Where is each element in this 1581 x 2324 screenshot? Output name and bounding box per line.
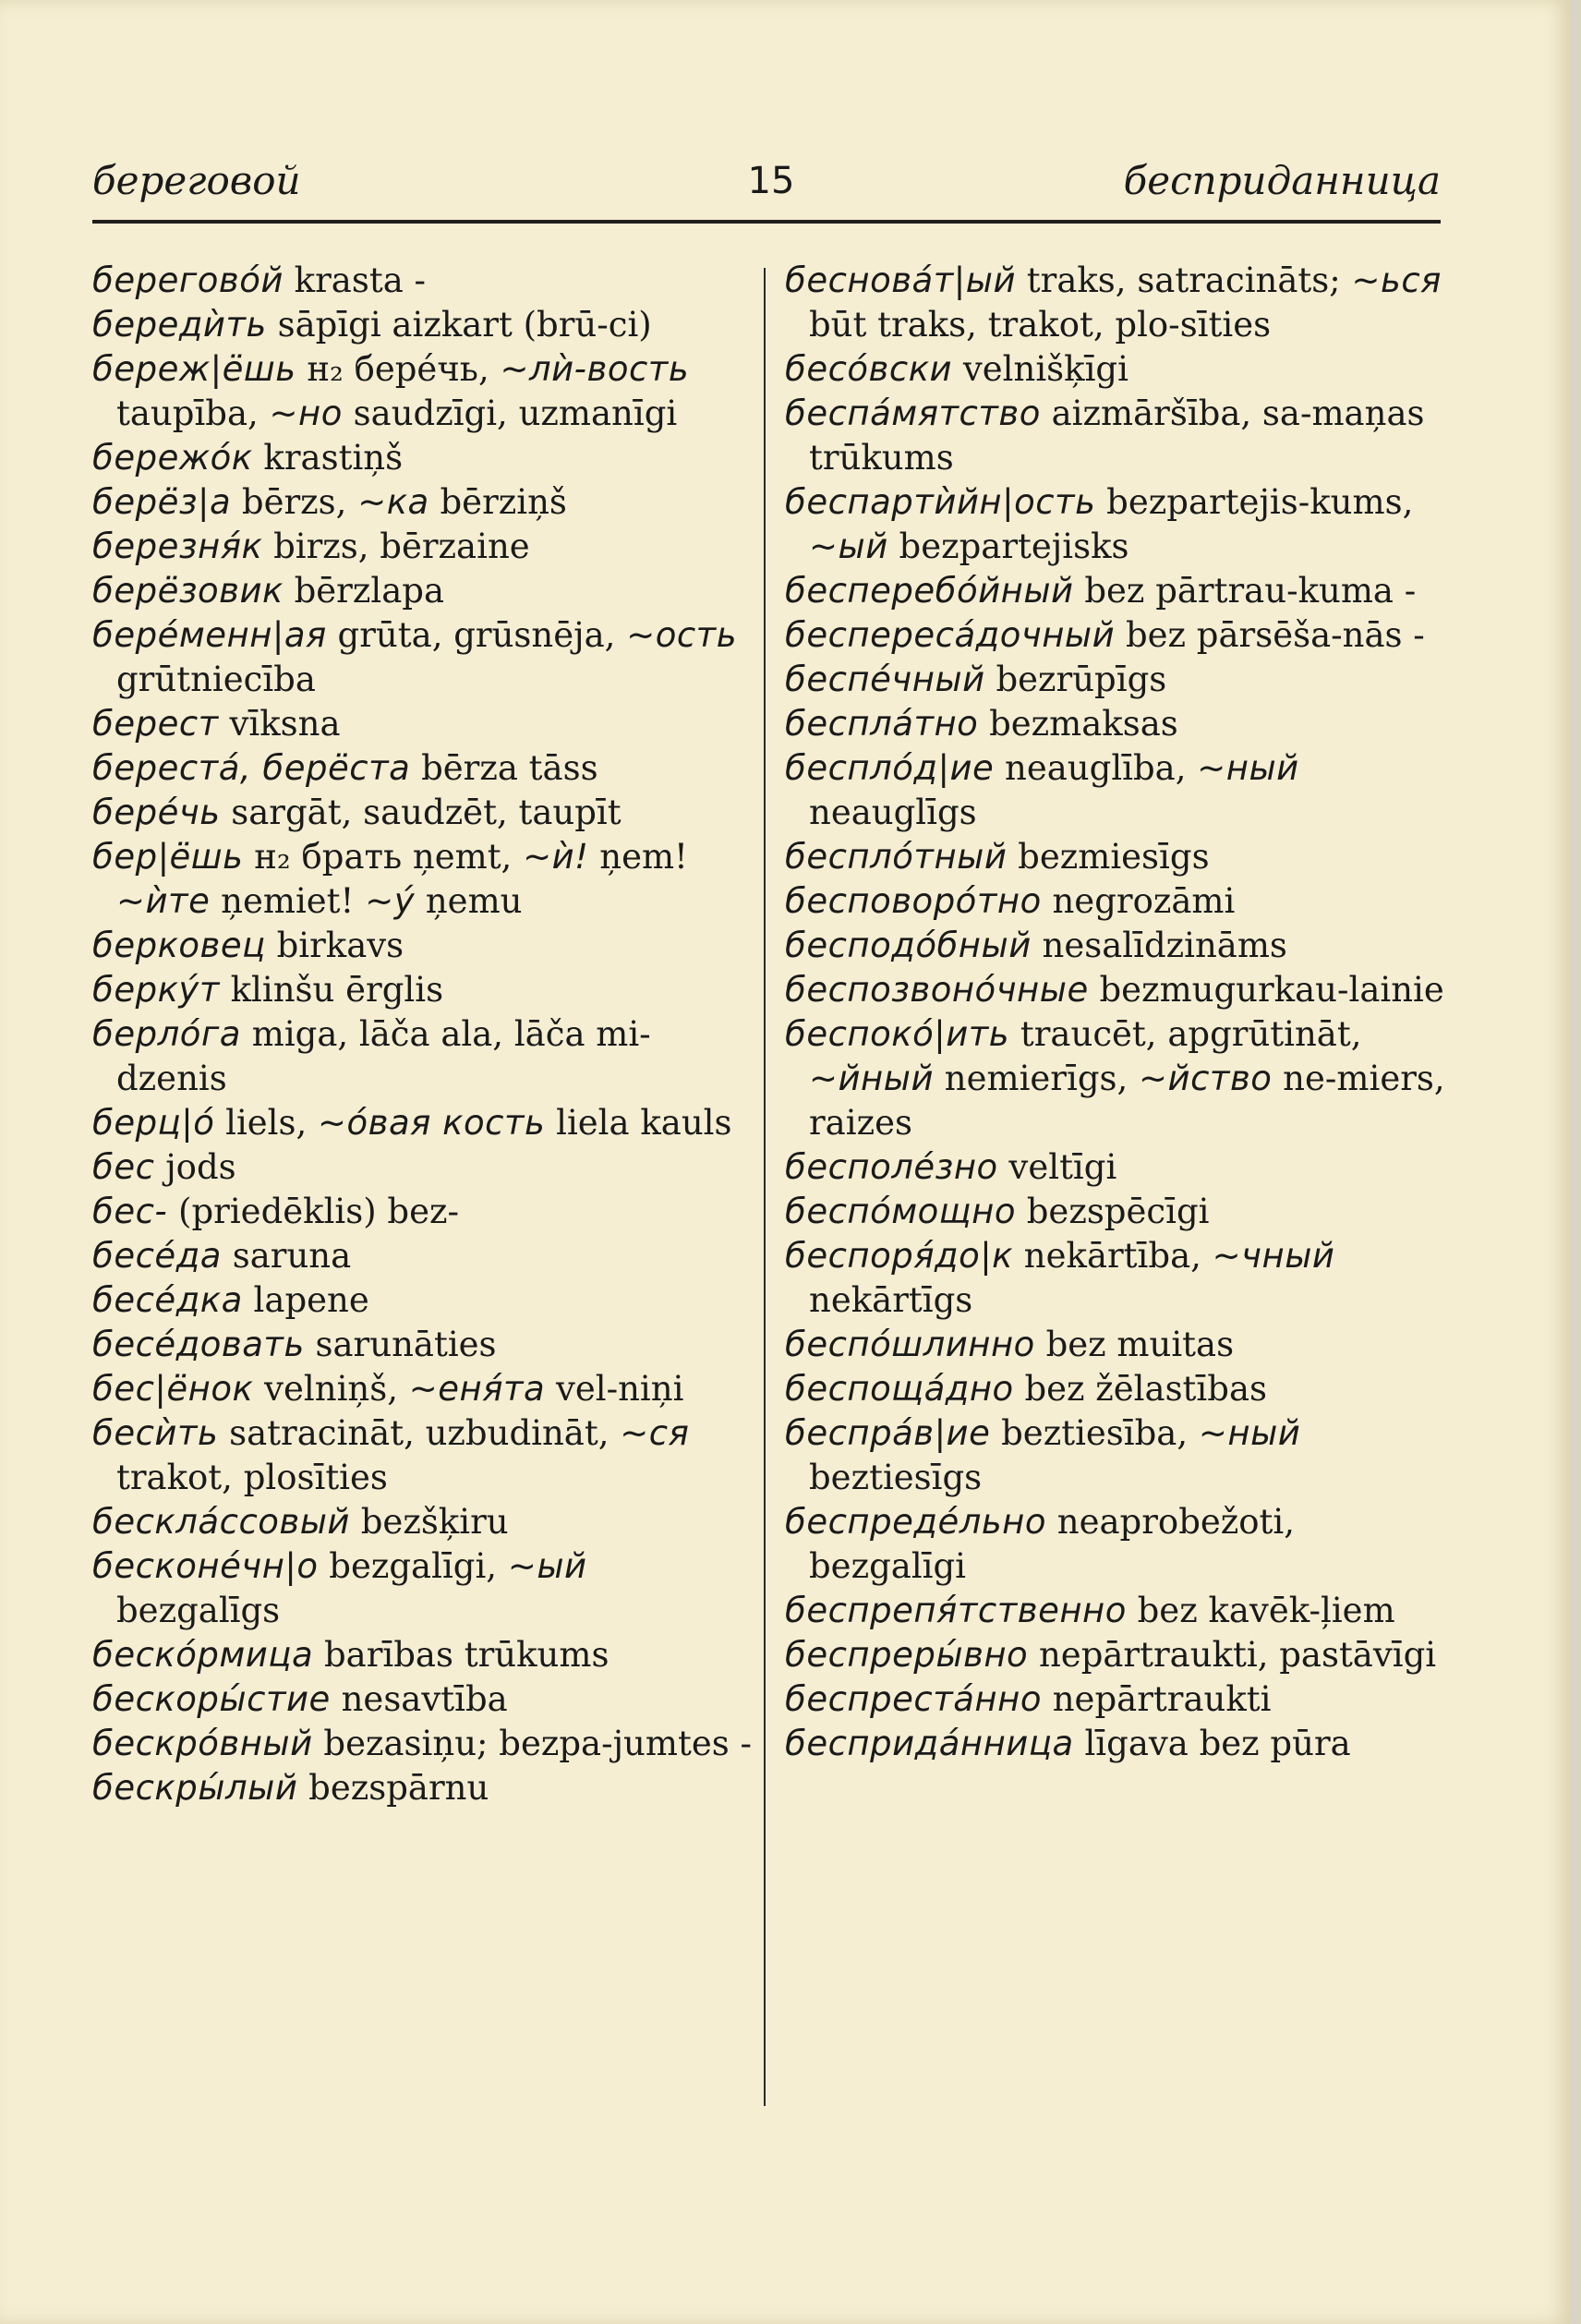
right-column: [785, 259, 1450, 1766]
dictionary-entry: [92, 1766, 757, 1810]
dictionary-entry: [92, 1190, 757, 1234]
translation: bezpartejisks: [887, 527, 1129, 566]
headword: ~ый: [507, 1546, 587, 1586]
headword: бесновáт|ый: [785, 260, 1017, 300]
translation: bez žēlastības: [1013, 1369, 1267, 1409]
translation: lapene: [242, 1280, 369, 1320]
dictionary-entry: [785, 879, 1450, 924]
translation: nepārtraukti: [1041, 1679, 1272, 1719]
headword: бес|ёнок: [92, 1369, 254, 1409]
translation: ņem!: [588, 837, 688, 877]
headword: ~ный: [1197, 748, 1299, 788]
translation: grūtniecība: [116, 660, 316, 699]
translation: bez kavēk-ļiem: [1126, 1591, 1395, 1630]
headword: ~йство: [1139, 1059, 1273, 1098]
headword: бесéдка: [92, 1280, 243, 1320]
headword: бесконéчн|о: [92, 1546, 319, 1586]
headword: бескры́лый: [92, 1768, 298, 1808]
translation: veltīgi: [997, 1147, 1117, 1187]
translation: barības trūkums: [313, 1635, 609, 1675]
headword: беспокó|ить: [785, 1014, 1010, 1054]
translation: beztiesība,: [990, 1413, 1199, 1453]
headword: беспрепя́тственно: [785, 1591, 1127, 1630]
translation: jods: [154, 1147, 236, 1187]
dictionary-entry: [785, 1722, 1450, 1766]
dictionary-entry: [785, 1633, 1450, 1677]
translation: bez muitas: [1034, 1325, 1235, 1364]
headword: беспóшлинно: [785, 1325, 1035, 1364]
headword: ~óвая кость: [318, 1103, 546, 1143]
dictionary-entry: [785, 392, 1450, 480]
translation: traucēt, apgrūtināt,: [1009, 1014, 1362, 1054]
translation: nepārtraukti, pastāvīgi: [1028, 1635, 1437, 1675]
translation: (priedēklis) bez-: [167, 1192, 460, 1231]
translation: saudzīgi, uzmanīgi: [342, 393, 678, 433]
headword: берест: [92, 704, 219, 744]
page-number: 15: [747, 160, 795, 202]
translation: bezgalīgs: [116, 1591, 281, 1630]
dictionary-entry: [92, 525, 757, 569]
translation: bērzlapa: [283, 571, 445, 611]
dictionary-entry: [92, 1323, 757, 1367]
translation: bezspēcīgi: [1015, 1192, 1210, 1231]
headword: беспоря́до|к: [785, 1236, 1014, 1276]
headword: бескоры́стие: [92, 1679, 331, 1719]
dictionary-entry: [785, 835, 1450, 879]
translation: nemierīgs,: [934, 1059, 1140, 1098]
translation: taupība,: [116, 393, 270, 433]
dictionary-entry: [92, 1722, 757, 1766]
headword: беспéчный: [785, 660, 985, 699]
translation: vīksna: [218, 704, 341, 744]
translation: ne-miers, raizes: [809, 1059, 1445, 1143]
headword: ~ка: [357, 482, 429, 522]
translation: aizmāršība, sa-maņas trūkums: [809, 393, 1425, 478]
dictionary-entry: [785, 1500, 1450, 1589]
headword: берц|ó: [92, 1103, 215, 1143]
headword: берковец: [92, 926, 266, 965]
dictionary-entry: [92, 702, 757, 746]
headword: берёзовик: [92, 571, 284, 611]
headword: бесéда: [92, 1236, 222, 1276]
headword: ~чный: [1212, 1236, 1335, 1276]
translation: bezasiņu; bezpa-jumtes -: [312, 1724, 752, 1763]
dictionary-entry: [785, 746, 1450, 835]
headword: ~йный: [809, 1059, 934, 1098]
dictionary-entry: [92, 1145, 757, 1190]
headword: бескóрмица: [92, 1635, 314, 1675]
dictionary-entry: [785, 702, 1450, 746]
headword: береж|ёшь: [92, 349, 296, 389]
headword: беспозвонóчные: [785, 970, 1089, 1010]
translation: bezmugurkau-lainie: [1088, 970, 1444, 1010]
translation: ņemu: [415, 881, 523, 921]
dictionary-entry: [92, 613, 757, 702]
headword: беспóмощно: [785, 1192, 1016, 1231]
dictionary-entry: [785, 1012, 1450, 1145]
headword: беспересáдочный: [785, 615, 1116, 655]
dictionary-entry: [92, 480, 757, 525]
dictionary-entry: [92, 1234, 757, 1278]
translation: nesavtība: [330, 1679, 508, 1719]
translation: н₂ берéчь,: [296, 349, 501, 389]
translation: krasta -: [283, 260, 427, 300]
dictionary-entry: [92, 1500, 757, 1544]
dictionary-entry: [785, 1234, 1450, 1323]
headword: беспредéльно: [785, 1502, 1046, 1542]
headword: бес-: [92, 1192, 168, 1231]
headword: ~но: [269, 393, 343, 433]
translation: bezmiesīgs: [1007, 837, 1210, 877]
headword: беркýт: [92, 970, 220, 1010]
translation: saruna: [221, 1236, 352, 1276]
headword: бесплáтно: [785, 704, 979, 744]
translation: bez pārsēša-nās -: [1115, 615, 1425, 655]
dictionary-entry: [785, 968, 1450, 1012]
translation: bezrūpīgs: [984, 660, 1167, 699]
headword: бесполéзно: [785, 1147, 998, 1187]
dictionary-entry: [785, 480, 1450, 569]
headword: ~еня́та: [408, 1369, 546, 1409]
translation: vel-niņi: [545, 1369, 684, 1409]
dictionary-entry: [92, 1278, 757, 1323]
dictionary-entry: [92, 746, 757, 791]
headword: бесперебóйный: [785, 571, 1074, 611]
header-left-guide-word: береговой: [92, 158, 301, 203]
dictionary-entry: [92, 924, 757, 968]
dictionary-entry: [92, 1012, 757, 1101]
dictionary-entry: [785, 259, 1450, 347]
dictionary-entry: [92, 436, 757, 480]
dictionary-entry: [785, 1411, 1450, 1500]
headword: бесплóд|ие: [785, 748, 995, 788]
dictionary-entry: [92, 1411, 757, 1500]
dictionary-entry: [785, 1589, 1450, 1633]
dictionary-entry: [785, 658, 1450, 702]
headword: ~лѝ-вость: [500, 349, 690, 389]
translation: negrozāmi: [1041, 881, 1236, 921]
translation: bērziņš: [428, 482, 567, 522]
translation: līgava bez pūra: [1073, 1724, 1351, 1763]
dictionary-entry: [92, 347, 757, 436]
translation: velnišķīgi: [952, 349, 1128, 389]
headword: бесéдовать: [92, 1325, 305, 1364]
dictionary-entry: [92, 968, 757, 1012]
headword: бережóк: [92, 438, 253, 478]
headword: ~ѝте: [116, 881, 211, 921]
column-divider: [764, 268, 766, 2106]
dictionary-entry: [92, 835, 757, 924]
dictionary-entry: [92, 1544, 757, 1633]
translation: satracināt, uzbudināt,: [218, 1413, 621, 1453]
translation: beztiesīgs: [809, 1458, 983, 1497]
headword: берéчь: [92, 793, 221, 832]
headword: бесóвски: [785, 349, 953, 389]
headword: ~ся: [620, 1413, 690, 1453]
dictionary-entry: [785, 1190, 1450, 1234]
headword: бескрóвный: [92, 1724, 313, 1763]
dictionary-entry: [785, 924, 1450, 968]
headword: бес: [92, 1147, 155, 1187]
translation: bez pārtrau-kuma -: [1073, 571, 1417, 611]
translation: liela kauls: [545, 1103, 732, 1143]
translation: neauglīgs: [809, 793, 977, 832]
dictionary-entry: [92, 1677, 757, 1722]
headword: ~ость: [626, 615, 738, 655]
translation: nekārtība,: [1013, 1236, 1213, 1276]
headword: берёз|а: [92, 482, 232, 522]
headword: ~ный: [1198, 1413, 1301, 1453]
dictionary-entry: [92, 1367, 757, 1411]
translation: bērza tāss: [410, 748, 598, 788]
header-right-guide-word: бесприданница: [1123, 158, 1441, 203]
dictionary-entry: [785, 1145, 1450, 1190]
left-column: [92, 259, 757, 1810]
translation: bezmaksas: [978, 704, 1178, 744]
translation: bezgalīgi,: [318, 1546, 508, 1586]
headword: берéменн|ая: [92, 615, 327, 655]
translation: būt traks, trakot, plo-sīties: [809, 305, 1272, 345]
dictionary-entry: [92, 791, 757, 835]
translation: birkavs: [265, 926, 404, 965]
headword: беспощáдно: [785, 1369, 1014, 1409]
headword: бесповорóтно: [785, 881, 1042, 921]
translation: trakot, plosīties: [116, 1458, 388, 1497]
headword: беспридáнница: [785, 1724, 1074, 1763]
translation: sargāt, saudzēt, taupīt: [220, 793, 622, 832]
translation: н₂ брать ņemt,: [243, 837, 524, 877]
translation: krastiņš: [252, 438, 404, 478]
translation: ņemiet!: [210, 881, 366, 921]
headword: бесѝть: [92, 1413, 219, 1453]
headword: ~ься: [1351, 260, 1442, 300]
headword: березня́к: [92, 527, 263, 566]
translation: neauglība,: [994, 748, 1198, 788]
translation: nekārtīgs: [809, 1280, 973, 1320]
translation: bezpartejis-kums,: [1095, 482, 1414, 522]
dictionary-entry: [785, 613, 1450, 658]
header-rule: [92, 220, 1441, 224]
headword: беспрестáнно: [785, 1679, 1042, 1719]
translation: miga, lāča ala, lāča mi-dzenis: [116, 1014, 651, 1098]
dictionary-entry: [785, 1677, 1450, 1722]
headword: бесплóтный: [785, 837, 1008, 877]
headword: бередѝть: [92, 305, 267, 345]
dictionary-entry: [92, 1101, 757, 1145]
dictionary-entry: [92, 1633, 757, 1677]
headword: ~ý: [365, 881, 416, 921]
dictionary-entry: [785, 347, 1450, 392]
translation: grūta, grūsnēja,: [326, 615, 627, 655]
headword: беспрáв|ие: [785, 1413, 991, 1453]
translation: velniņš,: [253, 1369, 409, 1409]
headword: ~ый: [809, 527, 888, 566]
translation: neaprobežoti, bezgalīgi: [809, 1502, 1296, 1586]
translation: traks, satracināts;: [1016, 260, 1352, 300]
dictionary-entry: [785, 1323, 1450, 1367]
headword: береговóй: [92, 260, 284, 300]
headword: ~ѝ!: [523, 837, 589, 877]
translation: klinšu ērglis: [219, 970, 444, 1010]
headword: беспáмятство: [785, 393, 1041, 433]
dictionary-entry: [92, 569, 757, 613]
headword: бесподóбный: [785, 926, 1032, 965]
translation: bezspārnu: [297, 1768, 489, 1808]
dictionary-entry: [785, 1367, 1450, 1411]
translation: bērzs,: [231, 482, 358, 522]
translation: nesalīdzināms: [1031, 926, 1287, 965]
translation: birzs, bērzaine: [262, 527, 530, 566]
headword: беспартѝйн|ость: [785, 482, 1096, 522]
translation: sarunāties: [304, 1325, 497, 1364]
headword: берестá, берёста: [92, 748, 411, 788]
headword: бер|ёшь: [92, 837, 244, 877]
translation: sāpīgi aizkart (brū-ci): [266, 305, 652, 345]
headword: беспреры́вно: [785, 1635, 1029, 1675]
translation: bezšķiru: [349, 1502, 509, 1542]
dictionary-entry: [92, 303, 757, 347]
translation: liels,: [214, 1103, 319, 1143]
dictionary-entry: [785, 569, 1450, 613]
dictionary-entry: [92, 259, 757, 303]
headword: бесклáссовый: [92, 1502, 350, 1542]
headword: берлóга: [92, 1014, 241, 1054]
